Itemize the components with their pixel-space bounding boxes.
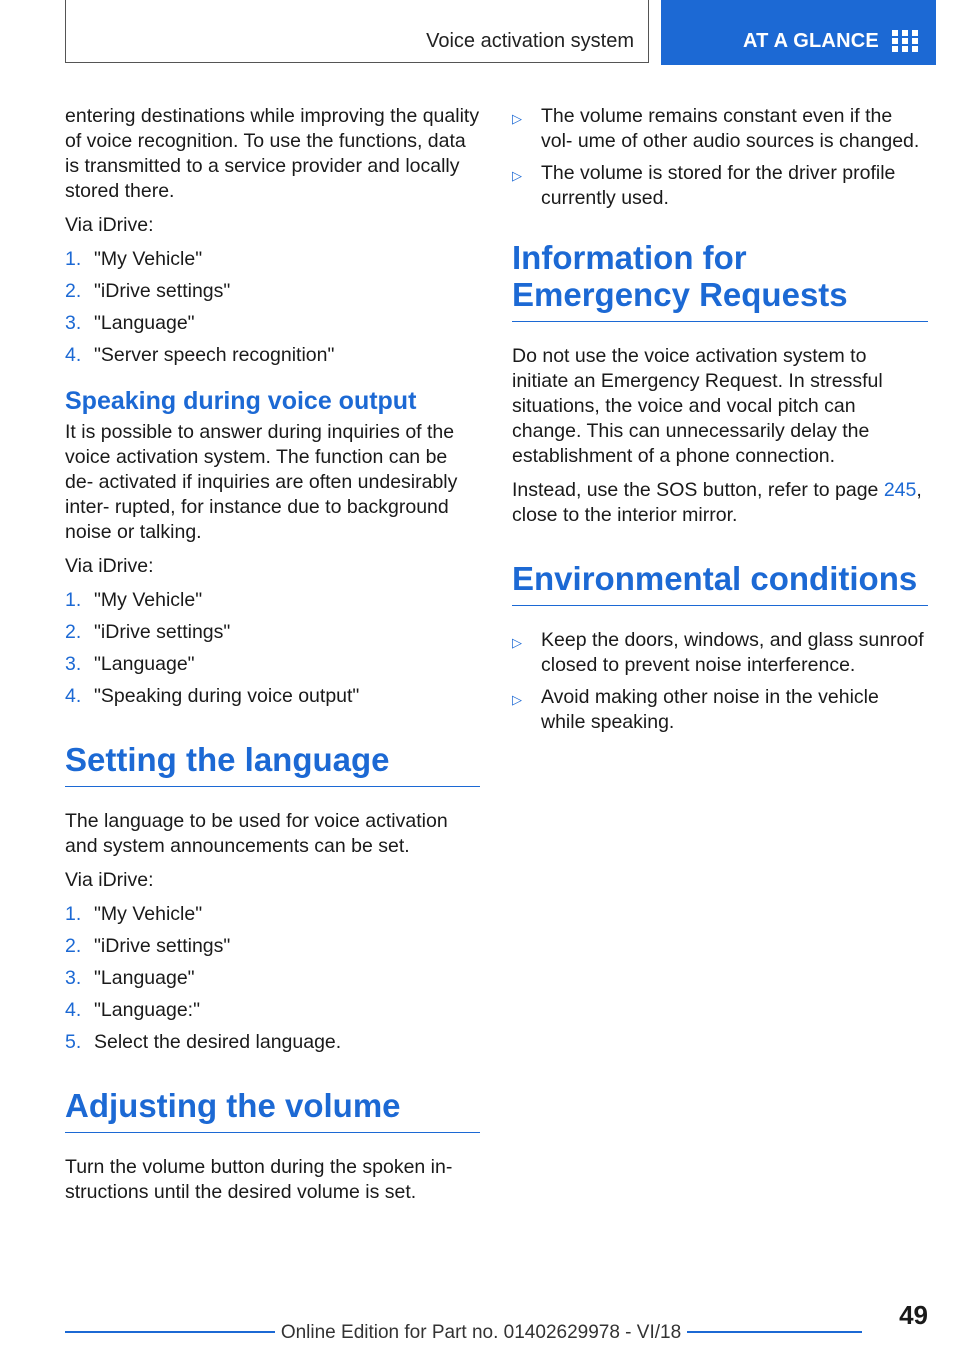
grid-icon[interactable] [892,30,918,52]
bullet-text: The volume remains constant even if the vol‐ ume of other audio sources is changed. [541,105,920,152]
step-text: "My Vehicle" [94,903,203,925]
step-number: 1. [65,248,82,270]
list-item [65,1030,480,1055]
triangle-bullet-icon: ▷ [512,111,522,126]
footer-divider-left [65,1331,275,1333]
step-number: 4. [65,344,82,366]
heading-adjusting-the-volume: Adjusting the volume [65,1087,480,1133]
list-item [65,588,480,613]
heading-environmental-conditions: Environmental conditions [512,560,928,606]
step-text: "Language" [94,967,195,989]
list-item [512,685,928,735]
step-number: 4. [65,999,82,1021]
bullet-text: Keep the doors, windows, and glass sunroof closed to prevent noise interference. [541,629,924,676]
list-item [65,684,480,709]
step-number: 2. [65,621,82,643]
step-number: 2. [65,280,82,302]
steps-speaking-output [65,588,480,709]
triangle-bullet-icon: ▷ [512,635,522,650]
heading-setting-the-language: Setting the language [65,741,480,787]
steps-server-speech [65,247,480,368]
step-text: "Language" [94,312,195,334]
triangle-bullet-icon: ▷ [512,692,522,707]
left-column [65,104,480,1214]
triangle-bullet-icon: ▷ [512,168,522,183]
step-number: 1. [65,903,82,925]
list-item [65,311,480,336]
page-number: 49 [899,1300,928,1330]
list-item [65,998,480,1023]
sos-paragraph [512,478,928,528]
page-reference-link[interactable]: 245 [883,479,917,501]
list-item [65,934,480,959]
volume-paragraph: Turn the volume button during the spoken in‐ structions until the desired volume is set. [65,1156,453,1203]
step-number: 5. [65,1031,82,1053]
step-text: "Server speech recognition" [94,344,335,366]
via-idrive-label: Via iDrive: [65,214,154,236]
header-title-box [65,0,649,63]
step-number: 3. [65,312,82,334]
volume-bullets [512,104,928,211]
list-item [512,104,928,154]
step-text: "My Vehicle" [94,589,203,611]
list-item [512,628,928,678]
step-text: "Language:" [94,999,201,1021]
intro-paragraph: entering destinations while improving the quality of voice recognition. To use the functions, data is transmitted to a service provider and locally stored there. [65,105,480,202]
sos-text-after: , close to the interior mirror. [512,479,922,526]
header-section-label: AT A GLANCE [743,30,879,52]
footer-divider-right [687,1331,862,1333]
list-item [65,966,480,991]
bullet-text: The volume is stored for the driver profile currently used. [541,162,896,209]
list-item [65,620,480,645]
step-number: 4. [65,685,82,707]
step-text: Select the desired language. [94,1031,342,1053]
right-column [512,104,928,745]
step-number: 1. [65,589,82,611]
list-item [65,343,480,368]
step-text: "iDrive settings" [94,935,231,957]
step-number: 3. [65,967,82,989]
via-idrive-label: Via iDrive: [65,555,154,577]
list-item [65,902,480,927]
footer-edition-text: Online Edition for Part no. 01402629978 - VI/18 [280,1322,682,1343]
step-text: "Speaking during voice output" [94,685,360,707]
bullet-text: Avoid making other noise in the vehicle while speaking. [541,686,879,733]
step-text: "iDrive settings" [94,280,231,302]
step-number: 2. [65,935,82,957]
list-item [65,652,480,677]
step-number: 3. [65,653,82,675]
header-title: Voice activation system [426,30,634,52]
sos-text-before: Instead, use the SOS button, refer to page [512,479,884,501]
via-idrive-label: Via iDrive: [65,869,154,891]
speaking-paragraph: It is possible to answer during inquiries of the voice activation system. The function can be de‐ activated if inquiries are often undesirably inter‐ rupted, for instance due to background noise or talking. [65,421,458,543]
environment-bullets [512,628,928,735]
list-item [65,247,480,272]
language-paragraph: The language to be used for voice activation and system announcements can be set. [65,810,448,857]
step-text: "My Vehicle" [94,248,203,270]
heading-speaking-during-voice-output: Speaking during voice output [65,387,417,415]
heading-information-for-emergency-requests: Information for Emergency Requests [512,239,928,322]
step-text: "Language" [94,653,195,675]
header-section-tab[interactable] [661,0,936,65]
steps-setting-language [65,902,480,1055]
list-item [65,279,480,304]
list-item [512,161,928,211]
step-text: "iDrive settings" [94,621,231,643]
emergency-paragraph: Do not use the voice activation system to initiate an Emergency Request. In stressful situations, the voice and vocal pitch can change. This can unnecessarily delay the establishment of a phone connection. [512,345,883,467]
